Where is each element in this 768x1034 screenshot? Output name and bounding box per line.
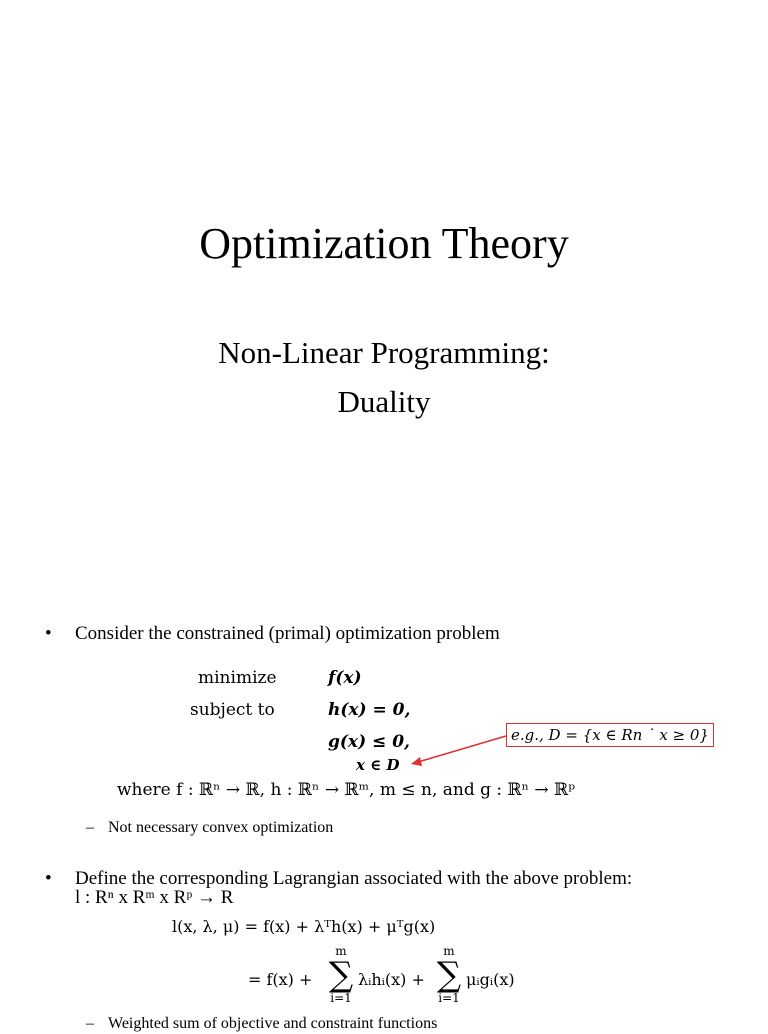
where-clause: where f : ℝⁿ → ℝ, h : ℝⁿ → ℝᵐ, m ≤ n, and g : ℝⁿ → ℝᵖ xyxy=(117,780,576,800)
slide-subtitle-line1: Non-Linear Programming: xyxy=(218,335,550,370)
equality-constraint: h(x) = 0, xyxy=(328,700,411,720)
bullet-text: Consider the constrained (primal) optimization problem xyxy=(75,623,500,644)
sum-lower-limit: i=1 xyxy=(438,991,460,1005)
domain-example-annotation: e.g., D = {x ∈ Rn ˙ x ≥ 0} xyxy=(506,723,714,747)
sum-upper-limit: m xyxy=(335,944,347,958)
bullet-symbol: • xyxy=(45,623,52,644)
sub-bullet-text: Weighted sum of objective and constraint functions xyxy=(108,1015,438,1032)
sub-bullet-symbol: – xyxy=(86,1015,94,1032)
sub-bullet-text: Not necessary convex optimization xyxy=(108,819,334,836)
slide-title: Optimization Theory xyxy=(199,219,569,268)
lagrangian-term-equality: λᵢhᵢ(x) + xyxy=(358,970,425,989)
minimize-label: minimize xyxy=(198,668,277,688)
lagrangian-definition: l(x, λ, μ) = f(x) + λᵀh(x) + μᵀg(x) xyxy=(172,917,436,936)
lagrangian-signature: l : Rⁿ x Rᵐ x Rᵖ → R xyxy=(75,887,234,908)
sum-upper-limit: m xyxy=(443,944,455,958)
sub-bullet-nonconvex xyxy=(86,818,334,838)
inequality-constraint: g(x) ≤ 0, xyxy=(328,732,410,752)
sub-bullet-symbol: – xyxy=(86,819,94,836)
summation-mu xyxy=(434,945,464,1005)
summation-lambda xyxy=(326,945,356,1005)
objective-function: f(x) xyxy=(328,668,362,688)
subject-to-label: subject to xyxy=(190,700,275,720)
lagrangian-term-inequality: μᵢgᵢ(x) xyxy=(466,970,515,989)
sigma-symbol: ∑ xyxy=(328,955,354,995)
lagrangian-expansion-prefix: = f(x) + xyxy=(248,970,313,989)
domain-constraint: x ∈ D xyxy=(356,756,400,774)
sub-bullet-weighted-sum xyxy=(86,1014,438,1034)
bullet-symbol: • xyxy=(45,868,52,889)
sum-lower-limit: i=1 xyxy=(330,991,352,1005)
slide-subtitle-line2: Duality xyxy=(337,384,431,419)
sigma-symbol: ∑ xyxy=(436,955,462,995)
bullet-text-line1: Define the corresponding Lagrangian associated with the above problem: xyxy=(75,868,633,889)
